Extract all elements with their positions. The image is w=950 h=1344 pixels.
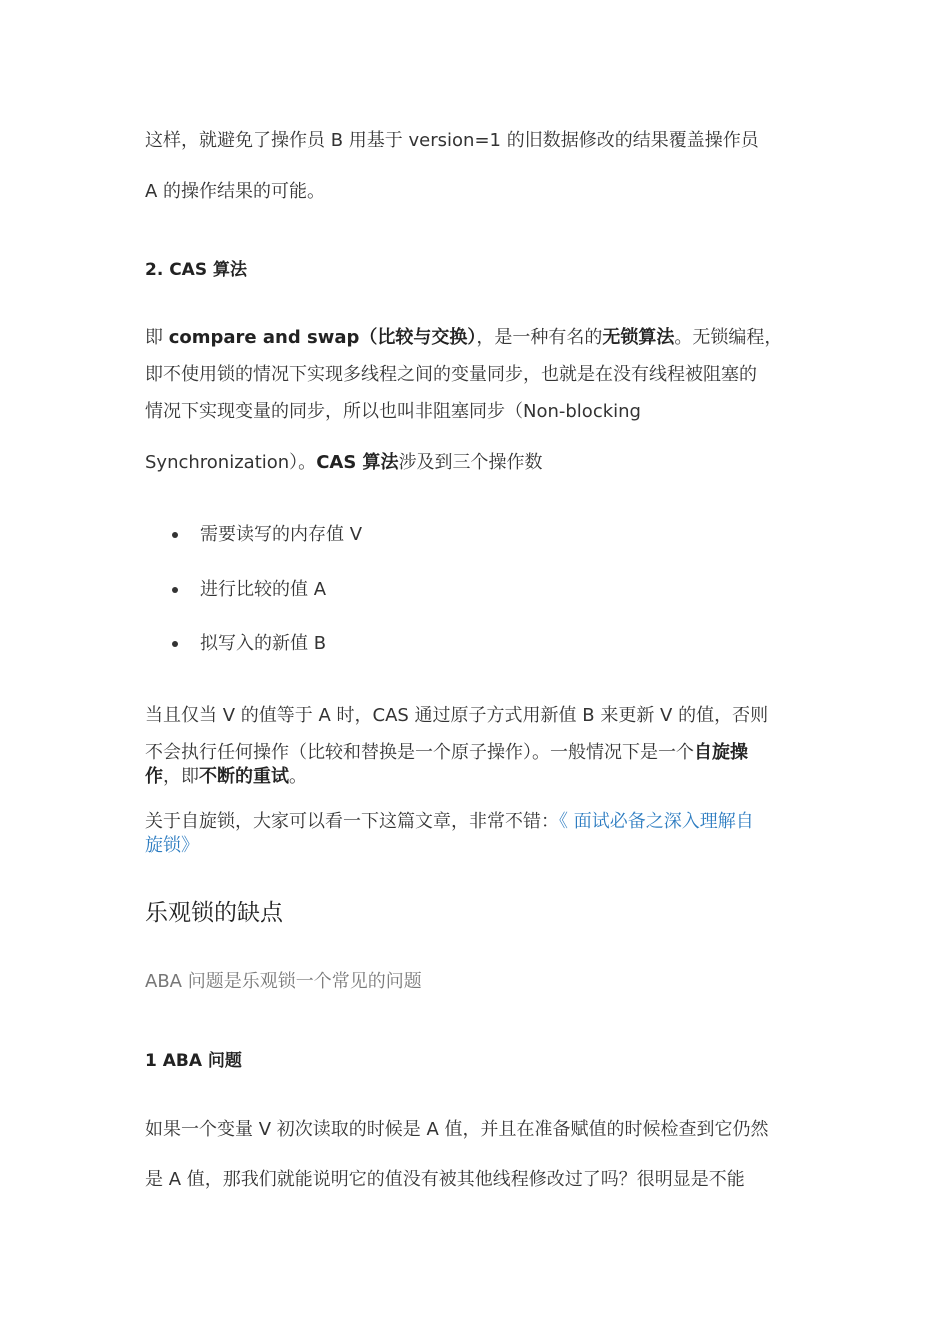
aba-paragraph-line-2: 是 A 值，那我们就能说明它的值没有被其他线程修改过了吗？很明显是不能 — [145, 1169, 745, 1190]
bullet-icon — [172, 641, 178, 647]
spinlock-reference-line-2 — [145, 834, 199, 858]
section-heading-optimistic-lock-cons: 乐观锁的缺点 — [145, 900, 283, 926]
detail-mid: ，即 — [163, 766, 199, 787]
sync-prefix: Synchronization）。 — [145, 452, 317, 473]
cas-detail-line-3 — [145, 765, 307, 789]
cas-term: compare and swap（比较与交换） — [168, 327, 477, 348]
spin-term-part-2: 作 — [145, 766, 163, 787]
retry-term: 不断的重试 — [199, 766, 289, 787]
section-heading-aba: 1 ABA 问题 — [145, 1051, 242, 1071]
bullet-icon — [172, 587, 178, 593]
cas-algorithm-term: CAS 算法 — [316, 452, 399, 473]
cas-prefix: 即 — [145, 327, 169, 348]
cas-detail-line-2 — [145, 741, 748, 765]
cas-paragraph-line-4 — [145, 451, 543, 475]
cas-paragraph-line-1 — [145, 326, 782, 350]
intro-paragraph-line-1: 这样，就避免了操作员 B 用基于 version=1 的旧数据修改的结果覆盖操作员 — [145, 130, 759, 151]
reference-text: 关于自旋锁，大家可以看一下这篇文章，非常不错： — [145, 811, 559, 832]
intro-paragraph-line-2: A 的操作结果的可能。 — [145, 181, 326, 202]
lock-free-term: 无锁算法 — [602, 327, 675, 348]
aba-paragraph-line-1: 如果一个变量 V 初次读取的时候是 A 值，并且在准备赋值的时候检查到它仍然 — [145, 1119, 769, 1140]
cas-detail-line-1: 当且仅当 V 的值等于 A 时，CAS 通过原子方式用新值 B 来更新 V 的值，否则 — [145, 705, 769, 726]
detail-prefix: 不会执行任何操作（比较和替换是一个原子操作）。一般情况下是一个 — [145, 742, 694, 763]
spinlock-article-link[interactable]: 《 面试必备之深入理解自 — [559, 811, 754, 832]
list-item — [172, 578, 326, 602]
spinlock-article-link-continued[interactable]: 旋锁》 — [145, 835, 199, 856]
list-item-text: 进行比较的值 A — [200, 579, 327, 600]
list-item-text: 需要读写的内存值 V — [200, 524, 363, 545]
list-item-text: 拟写入的新值 B — [200, 633, 327, 654]
cas-suffix: 。无锁编程， — [674, 327, 783, 348]
list-item — [172, 632, 326, 656]
spinlock-reference-line-1 — [145, 810, 754, 834]
list-item — [172, 523, 362, 547]
cas-paragraph-line-2: 即不使用锁的情况下实现多线程之间的变量同步，也就是在没有线程被阻塞的 — [145, 364, 757, 385]
cas-mid: ，是一种有名的 — [476, 327, 603, 348]
bullet-icon — [172, 532, 178, 538]
aba-subtitle: ABA 问题是乐观锁一个常见的问题 — [145, 971, 422, 992]
section-heading-cas: 2. CAS 算法 — [145, 260, 247, 280]
spin-term-part-1: 自旋操 — [694, 742, 748, 763]
detail-suffix: 。 — [289, 766, 307, 787]
sync-suffix: 涉及到三个操作数 — [398, 452, 543, 473]
cas-paragraph-line-3: 情况下实现变量的同步，所以也叫非阻塞同步（Non-blocking — [145, 401, 641, 422]
